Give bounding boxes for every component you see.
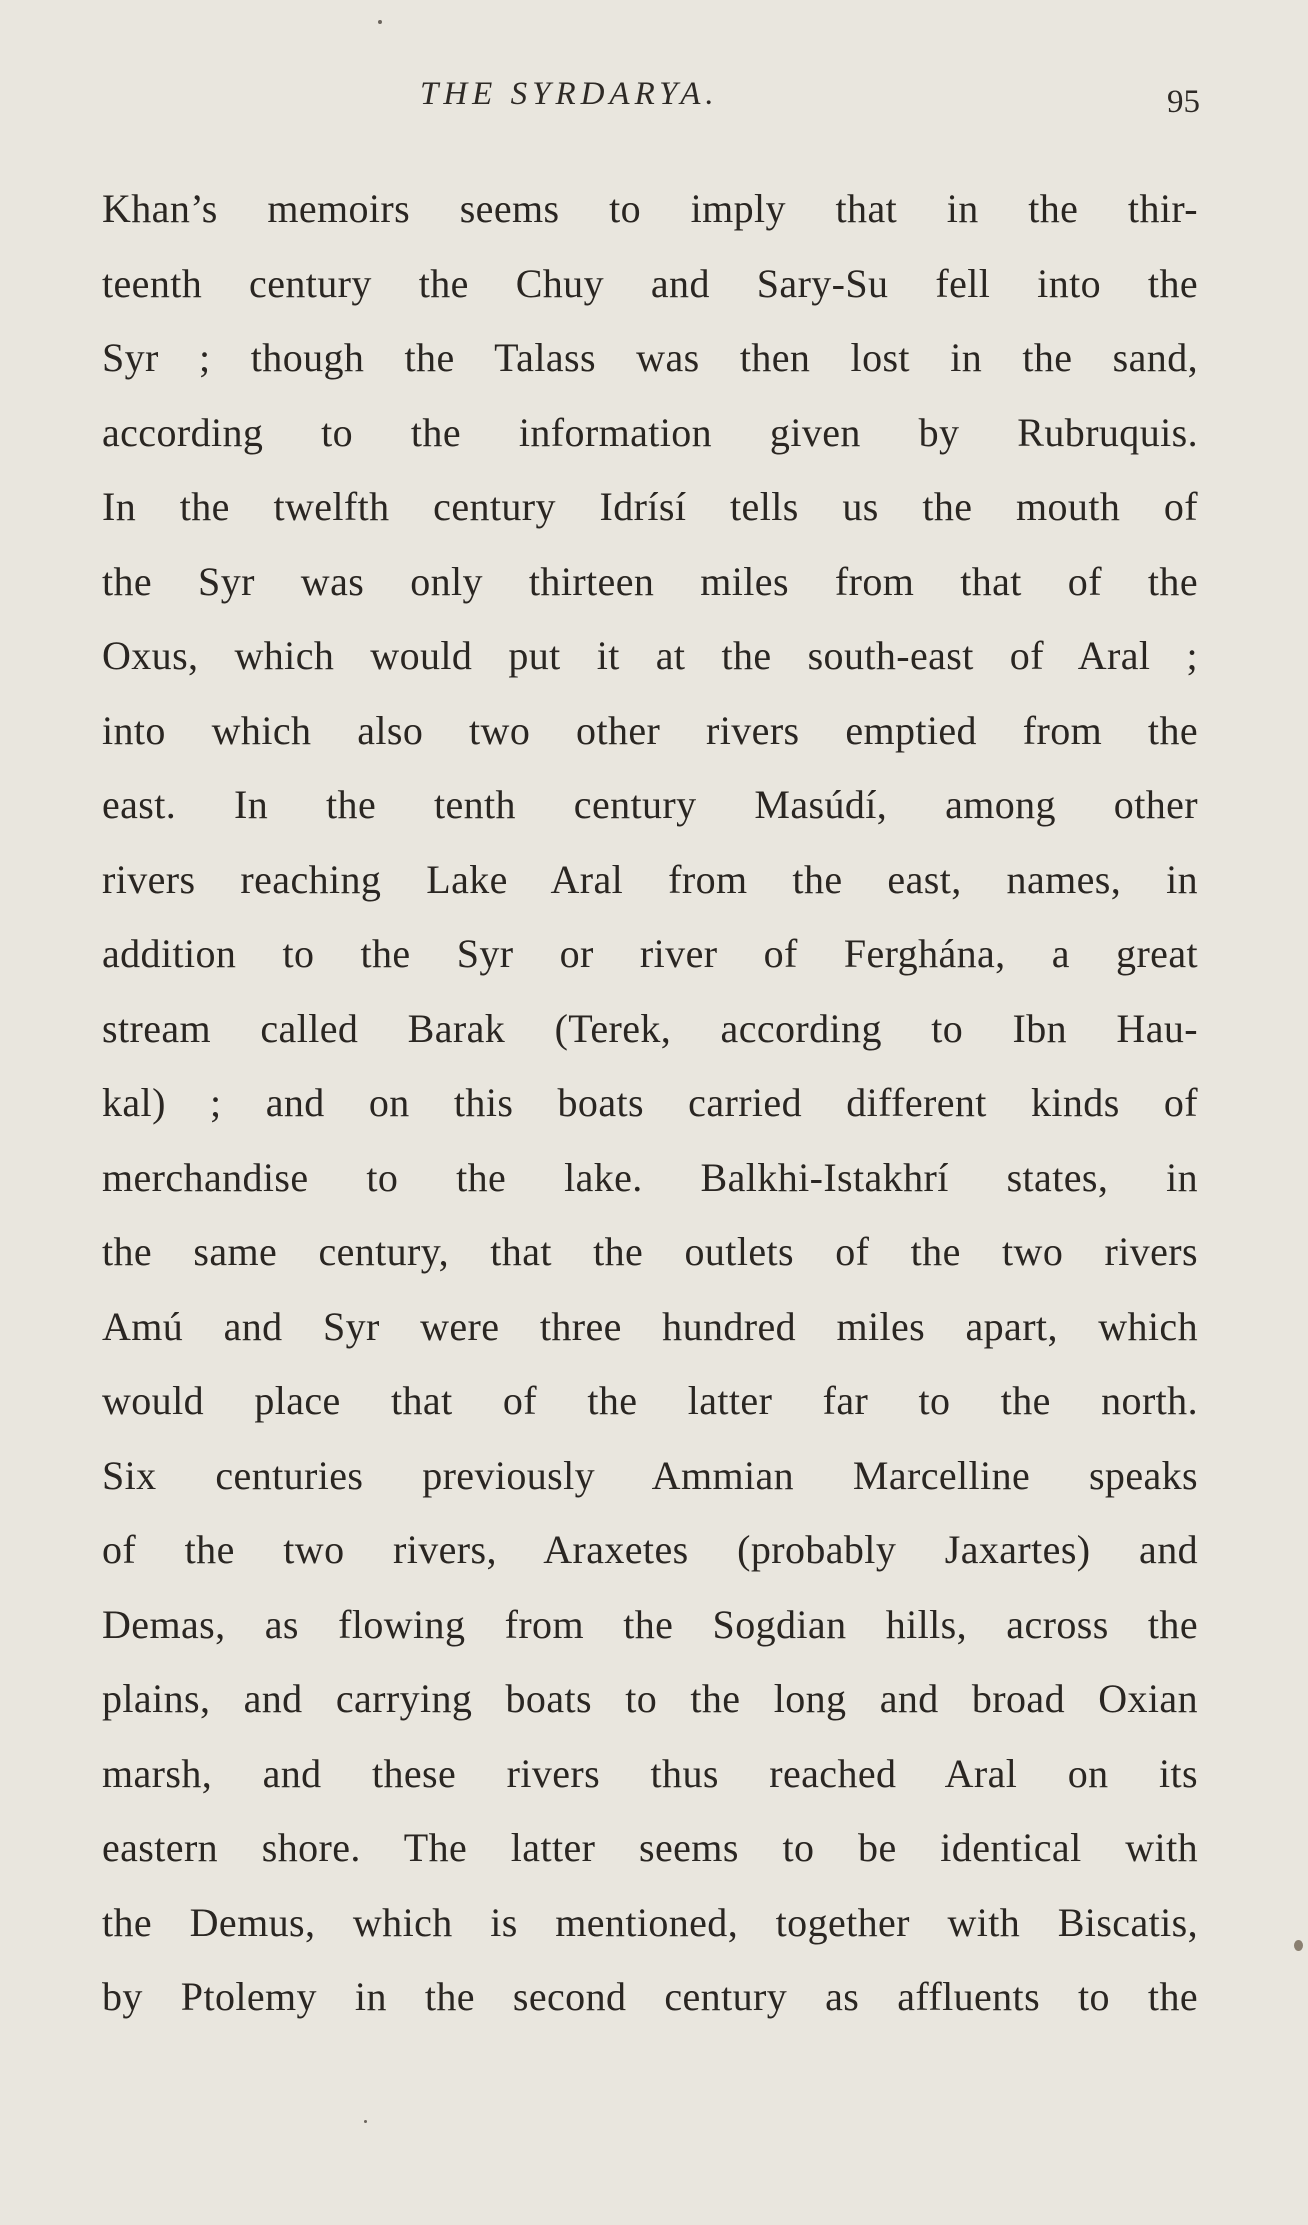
- text-line: would place that of the latter far to the north.: [102, 1378, 1198, 1423]
- text-line: rivers reaching Lake Aral from the east, names, in: [102, 856, 1198, 902]
- text-line: addition to the Syr or river of Ferghána, a great: [102, 931, 1198, 976]
- running-title: THE SYRDARYA.: [420, 76, 719, 112]
- text-line: marsh, and these rivers thus reached Aral on its: [102, 1750, 1198, 1796]
- page-number: 95: [1167, 84, 1200, 120]
- text-line: stream called Barak (Terek, according to Ibn Hau-: [102, 1005, 1198, 1051]
- text-line: the Syr was only thirteen miles from that of the: [102, 558, 1198, 604]
- text-line: according to the information given by Rubruquis.: [102, 409, 1198, 455]
- paper-speck: [378, 20, 382, 24]
- text-line: Amú and Syr were three hundred miles apart, which: [102, 1303, 1198, 1349]
- text-line: kal) ; and on this boats carried different kinds of: [102, 1080, 1198, 1125]
- paper-speck: [1294, 1940, 1303, 1951]
- text-line: the same century, that the outlets of the two rivers: [102, 1229, 1198, 1274]
- paper-speck: [364, 2120, 367, 2123]
- text-line: Demas, as flowing from the Sogdian hills, across the: [102, 1601, 1198, 1647]
- text-line: the Demus, which is mentioned, together with Biscatis,: [102, 1899, 1198, 1945]
- text-line: teenth century the Chuy and Sary-Su fell into the: [102, 260, 1198, 306]
- body-text: [102, 172, 1198, 2035]
- text-line: by Ptolemy in the second century as affluents to the: [102, 1974, 1198, 2019]
- text-line: Six centuries previously Ammian Marcelline speaks: [102, 1452, 1198, 1498]
- text-line: Khan’s memoirs seems to imply that in the thir-: [102, 186, 1198, 231]
- text-line: eastern shore. The latter seems to be identical with: [102, 1825, 1198, 1870]
- text-line: east. In the tenth century Masúdí, among other: [102, 782, 1198, 827]
- text-line: plains, and carrying boats to the long and broad Oxian: [102, 1676, 1198, 1721]
- text-line: Oxus, which would put it at the south-east of Aral ;: [102, 633, 1198, 678]
- text-line: In the twelfth century Idrísí tells us the mouth of: [102, 484, 1198, 529]
- text-line: of the two rivers, Araxetes (probably Jaxartes) and: [102, 1527, 1198, 1572]
- text-line: Syr ; though the Talass was then lost in the sand,: [102, 335, 1198, 380]
- text-line: into which also two other rivers emptied from the: [102, 707, 1198, 753]
- text-line: merchandise to the lake. Balkhi-Istakhrí states, in: [102, 1154, 1198, 1200]
- running-head: [0, 76, 1308, 126]
